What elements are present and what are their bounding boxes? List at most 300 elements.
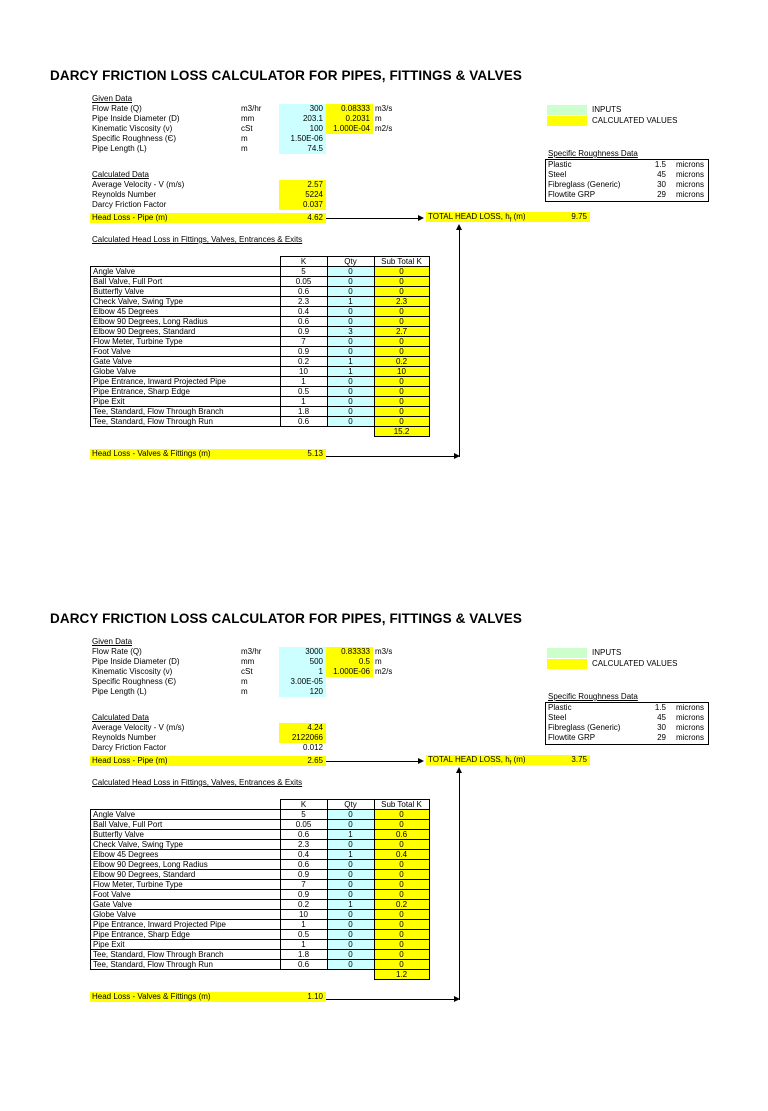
fitting-qty-input[interactable]: 0 [327, 840, 374, 850]
fitting-k: 7 [280, 880, 327, 890]
given-converted-unit: m2/s [375, 124, 393, 133]
fitting-k: 0.4 [280, 307, 327, 317]
given-converted-unit: m3/s [375, 104, 393, 113]
fitting-name: Tee, Standard, Flow Through Branch [91, 407, 281, 417]
fitting-subtotal: 0.4 [374, 850, 429, 860]
fitting-k: 1 [280, 940, 327, 950]
given-converted-unit: m3/s [375, 647, 393, 656]
given-input-value[interactable]: 300 [279, 104, 326, 114]
roughness-row [546, 190, 708, 200]
fitting-qty-input[interactable]: 1 [327, 830, 374, 840]
fitting-subtotal: 0 [374, 880, 429, 890]
head-loss-fittings-label: Head Loss - Valves & Fittings (m) [92, 992, 211, 1001]
fittings-header-row [91, 800, 430, 810]
fitting-subtotal: 0 [374, 287, 429, 297]
table-row [91, 920, 430, 930]
roughness-row [546, 723, 708, 733]
fitting-name: Check Valve, Swing Type [91, 297, 281, 307]
fitting-qty-input[interactable]: 1 [327, 367, 374, 377]
table-row [91, 940, 430, 950]
roughness-unit: microns [675, 160, 704, 169]
table-row [91, 397, 430, 407]
calculated-label: Average Velocity - V (m/s) [92, 723, 185, 732]
legend-inputs-label: INPUTS [592, 105, 622, 114]
fitting-name: Butterfly Valve [91, 830, 281, 840]
fitting-qty-input[interactable]: 0 [327, 307, 374, 317]
given-label: Pipe Length (L) [92, 144, 147, 153]
fitting-k: 0.05 [280, 277, 327, 287]
given-converted-unit: m2/s [375, 667, 393, 676]
roughness-table [545, 159, 709, 202]
table-row [91, 870, 430, 880]
fitting-subtotal: 0 [374, 820, 429, 830]
fitting-qty-input[interactable]: 0 [327, 820, 374, 830]
fitting-subtotal: 0 [374, 267, 429, 277]
head-loss-fittings-value: 5.13 [307, 449, 323, 458]
calculator-sheet [0, 611, 768, 1111]
connector-line [326, 761, 418, 762]
fitting-qty-input[interactable]: 0 [327, 810, 374, 820]
fitting-name: Butterfly Valve [91, 287, 281, 297]
fitting-name: Pipe Entrance, Sharp Edge [91, 387, 281, 397]
fitting-name: Tee, Standard, Flow Through Run [91, 417, 281, 427]
fitting-k: 0.2 [280, 900, 327, 910]
fitting-subtotal: 0 [374, 840, 429, 850]
fitting-name: Gate Valve [91, 357, 281, 367]
fitting-k: 5 [280, 810, 327, 820]
given-converted-value: 1.000E-06 [326, 667, 373, 677]
roughness-unit: microns [675, 723, 704, 732]
table-row [91, 267, 430, 277]
sheet-title: DARCY FRICTION LOSS CALCULATOR FOR PIPES, FITTINGS & VALVES [50, 68, 522, 83]
roughness-row [546, 180, 708, 190]
roughness-value: 30 [657, 723, 666, 732]
fitting-k: 0.6 [280, 287, 327, 297]
blank-cell [91, 427, 281, 437]
roughness-table [545, 702, 709, 745]
roughness-value: 45 [657, 713, 666, 722]
roughness-unit: microns [675, 713, 704, 722]
fittings-sum-row [91, 970, 430, 980]
fitting-qty-input[interactable]: 1 [327, 850, 374, 860]
given-converted-value: 0.08333 [326, 104, 373, 114]
fitting-qty-input[interactable]: 1 [327, 357, 374, 367]
fitting-qty-input[interactable]: 0 [327, 860, 374, 870]
calculated-value: 2122066 [279, 733, 326, 743]
fitting-name: Foot Valve [91, 347, 281, 357]
fitting-name: Tee, Standard, Flow Through Run [91, 960, 281, 970]
fitting-subtotal: 0 [374, 277, 429, 287]
fitting-k: 0.05 [280, 820, 327, 830]
fitting-subtotal: 0 [374, 387, 429, 397]
given-label: Flow Rate (Q) [92, 647, 142, 656]
connector-line [326, 218, 418, 219]
table-row [91, 307, 430, 317]
fitting-k: 0.9 [280, 327, 327, 337]
roughness-value: 45 [657, 170, 666, 179]
table-row [91, 297, 430, 307]
table-row [91, 820, 430, 830]
head-loss-pipe-label: Head Loss - Pipe (m) [92, 756, 168, 765]
legend-calculated-swatch [547, 116, 587, 126]
fitting-subtotal: 0 [374, 377, 429, 387]
roughness-row [546, 733, 708, 743]
col-subtotal-header: Sub Total K [374, 800, 429, 810]
fittings-header-row [91, 257, 430, 267]
roughness-row [546, 713, 708, 723]
total-label-sub: f [509, 760, 512, 767]
fitting-subtotal: 0 [374, 870, 429, 880]
fitting-k: 2.3 [280, 840, 327, 850]
roughness-material: Fibreglass (Generic) [548, 723, 621, 732]
fitting-subtotal: 2.3 [374, 297, 429, 307]
fitting-k: 0.6 [280, 830, 327, 840]
roughness-material: Flowtite GRP [548, 190, 596, 199]
total-head-loss-value: 9.75 [571, 212, 587, 221]
fitting-qty-input[interactable]: 0 [327, 317, 374, 327]
fitting-subtotal: 0 [374, 810, 429, 820]
given-converted-unit: m [375, 657, 382, 666]
calculated-value: 0.037 [279, 200, 326, 210]
blank-cell [280, 970, 327, 980]
fitting-name: Globe Valve [91, 367, 281, 377]
fitting-k: 1 [280, 920, 327, 930]
given-label: Kinematic Viscosity (ν) [92, 124, 173, 133]
fittings-table [90, 799, 430, 980]
given-label: Flow Rate (Q) [92, 104, 142, 113]
sum-k-value: 1.2 [374, 970, 429, 980]
legend-calculated-label: CALCULATED VALUES [592, 659, 678, 668]
roughness-row [546, 170, 708, 180]
calculated-value: 5224 [279, 190, 326, 200]
given-input-value[interactable]: 203.1 [279, 114, 326, 124]
roughness-row [546, 703, 708, 713]
fitting-qty-input[interactable]: 0 [327, 950, 374, 960]
head-loss-pipe-label: Head Loss - Pipe (m) [92, 213, 168, 222]
blank-cell [91, 800, 281, 810]
arrow-right-icon [418, 215, 424, 221]
connector-line [326, 456, 454, 457]
fitting-k: 0.9 [280, 890, 327, 900]
given-label: Pipe Inside Diameter (D) [92, 114, 180, 123]
table-row [91, 347, 430, 357]
fitting-k: 10 [280, 367, 327, 377]
col-subtotal-header: Sub Total K [374, 257, 429, 267]
fitting-name: Ball Valve, Full Port [91, 277, 281, 287]
fitting-qty-input[interactable]: 0 [327, 337, 374, 347]
given-input-value[interactable]: 1 [279, 667, 326, 677]
sum-k-value: 15.2 [374, 427, 429, 437]
fitting-qty-input[interactable]: 0 [327, 930, 374, 940]
given-converted-value: 0.2031 [326, 114, 373, 124]
fitting-qty-input[interactable]: 1 [327, 900, 374, 910]
fitting-qty-input[interactable]: 3 [327, 327, 374, 337]
fitting-name: Angle Valve [91, 267, 281, 277]
fitting-name: Tee, Standard, Flow Through Branch [91, 950, 281, 960]
roughness-value: 29 [657, 190, 666, 199]
fitting-subtotal: 0 [374, 307, 429, 317]
fitting-k: 1.8 [280, 407, 327, 417]
legend-inputs-label: INPUTS [592, 648, 622, 657]
fitting-k: 0.2 [280, 357, 327, 367]
table-row [91, 960, 430, 970]
connector-line-vertical [459, 773, 460, 1000]
table-row [91, 317, 430, 327]
roughness-material: Flowtite GRP [548, 733, 596, 742]
fitting-subtotal: 0 [374, 407, 429, 417]
roughness-material: Steel [548, 713, 567, 722]
roughness-unit: microns [675, 180, 704, 189]
given-label: Pipe Length (L) [92, 687, 147, 696]
table-row [91, 860, 430, 870]
roughness-material: Steel [548, 170, 567, 179]
col-k-header: K [280, 257, 327, 267]
arrow-up-icon [456, 224, 462, 230]
fitting-qty-input[interactable]: 0 [327, 870, 374, 880]
fitting-name: Elbow 90 Degrees, Long Radius [91, 860, 281, 870]
calculated-data-header: Calculated Data [92, 713, 149, 722]
fitting-subtotal: 0 [374, 337, 429, 347]
blank-cell [280, 427, 327, 437]
calculated-value: 0.012 [302, 743, 323, 752]
fitting-qty-input[interactable]: 1 [327, 297, 374, 307]
fitting-name: Ball Valve, Full Port [91, 820, 281, 830]
fitting-k: 5 [280, 267, 327, 277]
fitting-qty-input[interactable]: 0 [327, 267, 374, 277]
fitting-subtotal: 0 [374, 347, 429, 357]
fitting-name: Flow Meter, Turbine Type [91, 880, 281, 890]
fitting-qty-input[interactable]: 0 [327, 377, 374, 387]
fitting-k: 0.6 [280, 417, 327, 427]
fitting-qty-input[interactable]: 0 [327, 910, 374, 920]
fitting-name: Gate Valve [91, 900, 281, 910]
fitting-k: 0.6 [280, 860, 327, 870]
roughness-unit: microns [675, 170, 704, 179]
fitting-name: Flow Meter, Turbine Type [91, 337, 281, 347]
roughness-value: 30 [657, 180, 666, 189]
roughness-material: Fibreglass (Generic) [548, 180, 621, 189]
fitting-subtotal: 0.2 [374, 357, 429, 367]
fitting-name: Pipe Entrance, Sharp Edge [91, 930, 281, 940]
fitting-qty-input[interactable]: 0 [327, 880, 374, 890]
fitting-name: Elbow 90 Degrees, Standard [91, 327, 281, 337]
table-row [91, 417, 430, 427]
fitting-subtotal: 0 [374, 417, 429, 427]
legend-calculated-label: CALCULATED VALUES [592, 116, 678, 125]
head-loss-fittings-label: Head Loss - Valves & Fittings (m) [92, 449, 211, 458]
fitting-subtotal: 0 [374, 317, 429, 327]
fitting-name: Globe Valve [91, 910, 281, 920]
calculated-label: Darcy Friction Factor [92, 200, 167, 209]
legend-calculated-swatch [547, 659, 587, 669]
total-label-sub: f [509, 217, 512, 224]
fitting-k: 0.5 [280, 387, 327, 397]
table-row [91, 407, 430, 417]
given-converted-unit: m [375, 114, 382, 123]
roughness-unit: microns [675, 703, 704, 712]
fitting-k: 0.6 [280, 960, 327, 970]
fitting-qty-input[interactable]: 0 [327, 347, 374, 357]
fitting-name: Elbow 90 Degrees, Standard [91, 870, 281, 880]
roughness-header: Specific Roughness Data [548, 692, 638, 701]
given-unit: m [241, 677, 248, 686]
fitting-qty-input[interactable]: 0 [327, 277, 374, 287]
table-row [91, 357, 430, 367]
given-unit: mm [241, 114, 255, 123]
roughness-material: Plastic [548, 160, 572, 169]
fitting-k: 0.6 [280, 317, 327, 327]
table-row [91, 930, 430, 940]
table-row [91, 880, 430, 890]
arrow-right-icon [418, 758, 424, 764]
given-unit: m [241, 144, 248, 153]
legend-inputs-swatch [547, 648, 587, 658]
roughness-value: 1.5 [654, 703, 666, 712]
head-loss-pipe-value: 2.65 [307, 756, 323, 765]
calculator-sheet [0, 68, 768, 568]
total-label-text: TOTAL HEAD LOSS, h [428, 755, 510, 764]
total-head-loss-value: 3.75 [571, 755, 587, 764]
blank-cell [91, 257, 281, 267]
head-loss-pipe-value: 4.62 [307, 213, 323, 222]
fitting-qty-input[interactable]: 0 [327, 920, 374, 930]
fitting-k: 0.5 [280, 930, 327, 940]
fittings-header: Calculated Head Loss in Fittings, Valves, Entrances & Exits [92, 778, 303, 787]
table-row [91, 377, 430, 387]
table-row [91, 950, 430, 960]
roughness-material: Plastic [548, 703, 572, 712]
roughness-row [546, 160, 708, 170]
fitting-k: 10 [280, 910, 327, 920]
blank-cell [327, 970, 374, 980]
roughness-value: 1.5 [654, 160, 666, 169]
table-row [91, 287, 430, 297]
fitting-subtotal: 0 [374, 890, 429, 900]
roughness-value: 29 [657, 733, 666, 742]
table-row [91, 810, 430, 820]
given-converted-value: 1.000E-04 [326, 124, 373, 134]
fitting-qty-input[interactable]: 0 [327, 397, 374, 407]
fitting-k: 1 [280, 397, 327, 407]
fitting-k: 0.4 [280, 850, 327, 860]
fitting-subtotal: 0 [374, 950, 429, 960]
table-row [91, 277, 430, 287]
fitting-name: Pipe Entrance, Inward Projected Pipe [91, 377, 281, 387]
table-row [91, 910, 430, 920]
table-row [91, 890, 430, 900]
roughness-unit: microns [675, 733, 704, 742]
fitting-name: Foot Valve [91, 890, 281, 900]
calculated-data-header: Calculated Data [92, 170, 149, 179]
given-input-value[interactable]: 1.50E-06 [279, 134, 326, 144]
given-label: Kinematic Viscosity (ν) [92, 667, 173, 676]
given-unit: m [241, 134, 248, 143]
fitting-name: Elbow 90 Degrees, Long Radius [91, 317, 281, 327]
given-converted-value: 0.5 [326, 657, 373, 667]
given-unit: m3/hr [241, 647, 262, 656]
fitting-name: Elbow 45 Degrees [91, 307, 281, 317]
fitting-k: 1.8 [280, 950, 327, 960]
table-row [91, 387, 430, 397]
fitting-subtotal: 2.7 [374, 327, 429, 337]
calculated-label: Average Velocity - V (m/s) [92, 180, 185, 189]
given-input-value[interactable]: 100 [279, 124, 326, 134]
fitting-qty-input[interactable]: 0 [327, 417, 374, 427]
fitting-subtotal: 0 [374, 940, 429, 950]
fittings-header: Calculated Head Loss in Fittings, Valves, Entrances & Exits [92, 235, 303, 244]
given-input-value[interactable]: 74.5 [279, 144, 326, 154]
col-qty-header: Qty [327, 257, 374, 267]
total-head-loss-label [428, 755, 526, 765]
fitting-subtotal: 10 [374, 367, 429, 377]
given-converted-value: 0.83333 [326, 647, 373, 657]
fitting-subtotal: 0.6 [374, 830, 429, 840]
fitting-subtotal: 0 [374, 930, 429, 940]
fitting-k: 0.9 [280, 347, 327, 357]
table-row [91, 327, 430, 337]
fitting-subtotal: 0 [374, 397, 429, 407]
given-unit: mm [241, 657, 255, 666]
given-data-header: Given Data [92, 637, 133, 646]
given-unit: cSt [241, 667, 253, 676]
calculated-label: Reynolds Number [92, 190, 157, 199]
roughness-header: Specific Roughness Data [548, 149, 638, 158]
given-input-value[interactable]: 500 [279, 657, 326, 667]
given-data-header: Given Data [92, 94, 133, 103]
fitting-subtotal: 0 [374, 960, 429, 970]
given-input-value[interactable]: 120 [279, 687, 326, 697]
table-row [91, 900, 430, 910]
blank-cell [327, 427, 374, 437]
fitting-k: 2.3 [280, 297, 327, 307]
table-row [91, 337, 430, 347]
total-label-unit: (m) [513, 755, 526, 764]
given-label: Specific Roughness (Є) [92, 677, 177, 686]
given-label: Specific Roughness (Є) [92, 134, 177, 143]
fittings-sum-row [91, 427, 430, 437]
calculated-label: Darcy Friction Factor [92, 743, 167, 752]
blank-cell [91, 970, 281, 980]
fitting-subtotal: 0 [374, 860, 429, 870]
table-row [91, 830, 430, 840]
total-label-unit: (m) [513, 212, 526, 221]
fitting-name: Elbow 45 Degrees [91, 850, 281, 860]
sheet-title: DARCY FRICTION LOSS CALCULATOR FOR PIPES, FITTINGS & VALVES [50, 611, 522, 626]
fitting-qty-input[interactable]: 0 [327, 940, 374, 950]
roughness-unit: microns [675, 190, 704, 199]
given-input-value[interactable]: 3.00E-05 [279, 677, 326, 687]
fitting-k: 1 [280, 377, 327, 387]
table-row [91, 840, 430, 850]
fitting-qty-input[interactable]: 0 [327, 890, 374, 900]
fitting-qty-input[interactable]: 0 [327, 407, 374, 417]
fitting-qty-input[interactable]: 0 [327, 287, 374, 297]
col-qty-header: Qty [327, 800, 374, 810]
fitting-qty-input[interactable]: 0 [327, 960, 374, 970]
table-row [91, 367, 430, 377]
connector-line-vertical [459, 230, 460, 457]
calculated-value: 4.24 [279, 723, 326, 733]
fitting-subtotal: 0 [374, 920, 429, 930]
fitting-name: Pipe Exit [91, 397, 281, 407]
given-unit: m3/hr [241, 104, 262, 113]
fitting-qty-input[interactable]: 0 [327, 387, 374, 397]
given-input-value[interactable]: 3000 [279, 647, 326, 657]
fitting-name: Pipe Exit [91, 940, 281, 950]
legend-inputs-swatch [547, 105, 587, 115]
given-unit: m [241, 687, 248, 696]
given-label: Pipe Inside Diameter (D) [92, 657, 180, 666]
